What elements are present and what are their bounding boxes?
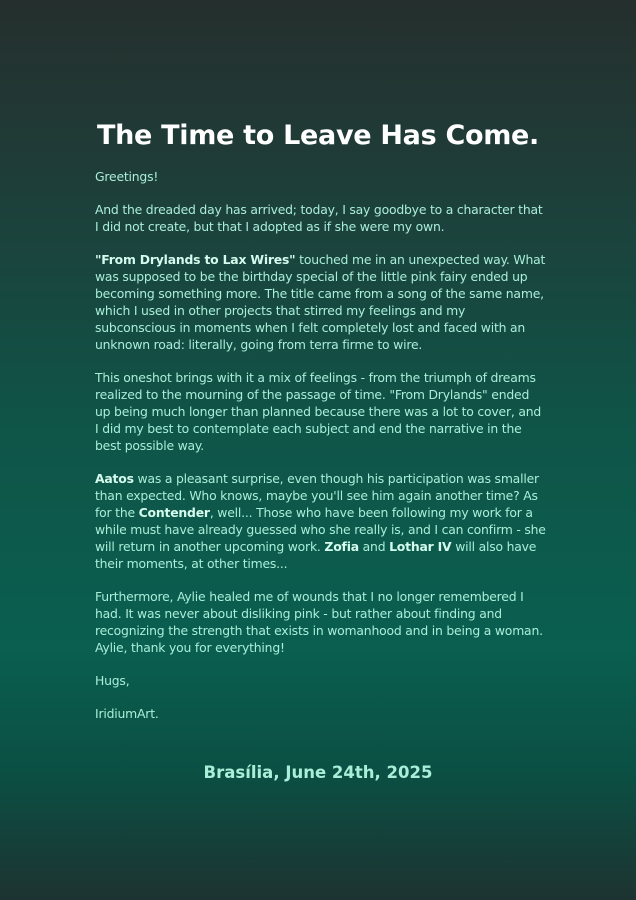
date-line: Brasília, June 24th, 2025 xyxy=(203,763,433,782)
closing: Hugs, xyxy=(95,673,130,688)
paragraph-2-text: touched me in an unexpected way. What was supposed to be the birthday special of the little pink fairy ended up becoming something more. The title came from a song of the same name, which I used in other projects that stirred my feelings and my subconscious in moments when I felt completely lost and faced with an unknown road: literally, going from terra firme to wire. xyxy=(95,252,546,352)
quote-mark: " xyxy=(95,252,102,267)
name-zofia: Zofia xyxy=(324,539,359,554)
song-title: From Drylands to Lax Wires xyxy=(101,252,290,267)
paragraph-4-text-1: was a pleasant surprise, even though his participation was smaller than expected. Who knows, maybe you'll see him again another time? As for the xyxy=(95,471,539,520)
paragraph-4-text-3: and xyxy=(358,539,390,554)
paragraph-4-text-4: will also have their moments, at other times... xyxy=(95,539,537,571)
paragraph-2 xyxy=(95,251,547,353)
paragraph-5: Furthermore, Aylie healed me of wounds that I no longer remembered I had. It was never about disliking pink - but rather about finding and recognizing the strength that exists in womanhood and in being a woman. Aylie, thank you for everything! xyxy=(95,589,543,655)
paragraph-1: And the dreaded day has arrived; today, I say goodbye to a character that I did not create, but that I adopted as if she were my own. xyxy=(95,202,543,234)
paragraph-4 xyxy=(95,470,547,572)
greeting: Greetings! xyxy=(95,169,159,184)
name-contender: Contender xyxy=(138,505,210,520)
paragraph-3: This oneshot brings with it a mix of feelings - from the triumph of dreams realized to the mourning of the passage of time. "From Drylands" ended up being much longer than planned because there was a lot to cover, and I did my best to contemplate each subject and end the narrative in the best possible way. xyxy=(95,370,542,453)
signature: IridiumArt. xyxy=(95,706,159,721)
name-aatos: Aatos xyxy=(95,471,134,486)
paragraph-4-text-2: , well... Those who have been following my work for a while must have already guessed who she really is, and I can confirm - she will return in another upcoming work. xyxy=(95,505,546,554)
page-title: The Time to Leave Has Come. xyxy=(96,120,540,151)
name-lothar: Lothar IV xyxy=(389,539,452,554)
letter-body xyxy=(95,168,547,738)
quote-mark: " xyxy=(289,252,296,267)
